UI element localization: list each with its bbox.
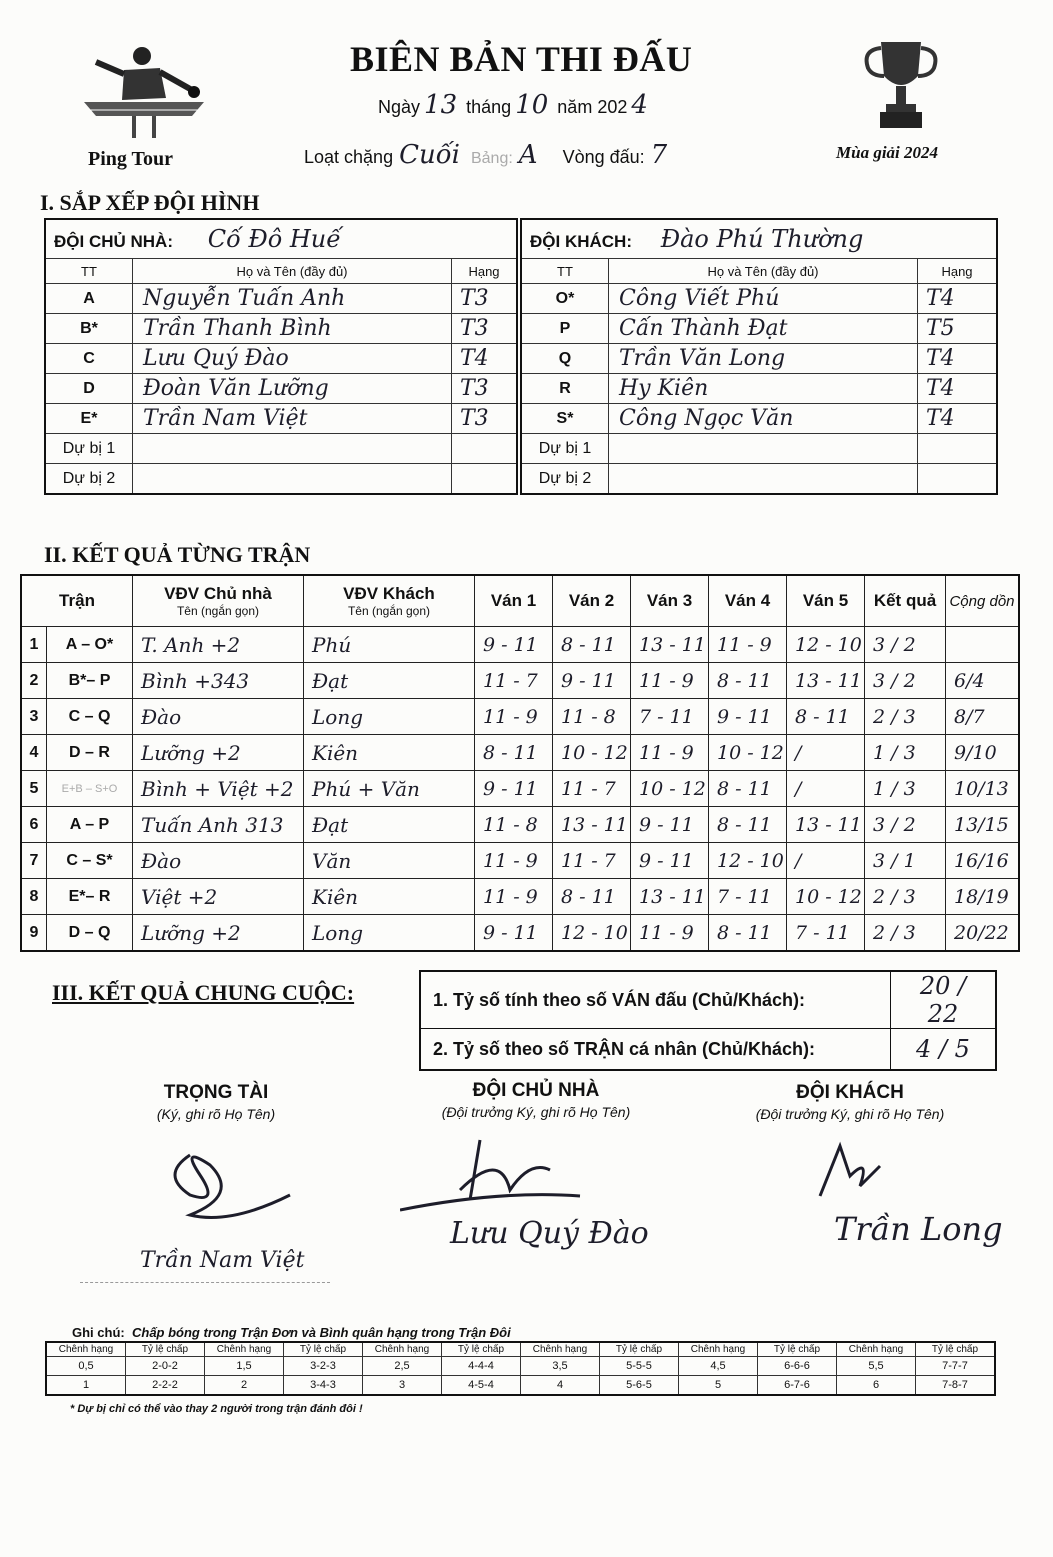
month-label: tháng — [466, 97, 512, 117]
cumulative-score: 13/15 — [946, 807, 1020, 843]
away-player: Kiên — [304, 735, 475, 771]
footnote: * Dự bị chỉ có thể vào thay 2 người trong trận đánh đôi ! — [70, 1403, 363, 1415]
col-result: Kết quả — [865, 575, 946, 627]
referee-sub: (Ký, ghi rõ Họ Tên) — [156, 1106, 276, 1122]
match-number: 1 — [21, 627, 47, 663]
away-team-label: ĐỘI KHÁCH: — [530, 232, 632, 251]
results-header-row — [21, 575, 1019, 627]
game-1-score: 9 - 11 — [475, 771, 553, 807]
away-player-row — [521, 344, 997, 374]
match-number: 6 — [21, 807, 47, 843]
home-lineup-table — [44, 218, 518, 495]
month-value: 10 — [515, 90, 549, 120]
handicap-diff-header: Chênh hạng — [205, 1342, 284, 1357]
game-5-score: 13 - 11 — [787, 663, 865, 699]
handicap-diff: 3 — [363, 1376, 442, 1396]
page-title: BIÊN BẢN THI ĐẤU — [350, 39, 693, 79]
home-player-row — [45, 404, 517, 434]
col-rank: Hạng — [918, 259, 998, 284]
game-5-score: / — [787, 843, 865, 879]
final-score-table — [419, 970, 997, 1071]
match-result: 2 / 3 — [865, 699, 946, 735]
match-pair: C – Q — [47, 699, 133, 735]
match-row — [21, 663, 1019, 699]
home-player-row — [45, 314, 517, 344]
player-rank: T3 — [452, 374, 518, 404]
handicap-ratio: 4-4-4 — [442, 1357, 521, 1376]
player-name — [133, 464, 452, 495]
match-number: 7 — [21, 843, 47, 879]
game-1-score: 11 - 9 — [475, 879, 553, 915]
game-5-score: / — [787, 735, 865, 771]
away-player: Đạt — [304, 807, 475, 843]
player-tt: R — [521, 374, 609, 404]
match-pair: E*– R — [47, 879, 133, 915]
game-1-score: 9 - 11 — [475, 915, 553, 952]
away-player-row — [521, 404, 997, 434]
home-player-row — [45, 344, 517, 374]
away-player: Kiên — [304, 879, 475, 915]
away-player-row — [521, 374, 997, 404]
match-pair: A – O* — [47, 627, 133, 663]
match-row — [21, 735, 1019, 771]
game-2-score: 13 - 11 — [553, 807, 631, 843]
player-rank: T4 — [918, 404, 998, 434]
handicap-diff: 1 — [46, 1376, 126, 1396]
game-4-score: 8 - 11 — [709, 915, 787, 952]
match-number: 3 — [21, 699, 47, 735]
player-rank: T3 — [452, 284, 518, 314]
col-g3: Ván 3 — [631, 575, 709, 627]
player-name: Cấn Thành Đạt — [609, 314, 918, 344]
player-name: Công Viết Phú — [609, 284, 918, 314]
col-away-sub: Tên (ngắn gọn) — [347, 604, 431, 618]
col-g4: Ván 4 — [709, 575, 787, 627]
player-name — [609, 464, 918, 495]
handicap-ratio: 6-7-6 — [758, 1376, 837, 1396]
final-row-games — [420, 971, 996, 1029]
cumulative-score: 18/19 — [946, 879, 1020, 915]
note-text: Chấp bóng trong Trận Đơn và Bình quân hạng trong Trận Đôi — [132, 1325, 511, 1340]
game-2-score: 8 - 11 — [553, 879, 631, 915]
handicap-ratio: 7-8-7 — [916, 1376, 996, 1396]
results-body — [21, 627, 1019, 952]
match-result: 3 / 2 — [865, 663, 946, 699]
handicap-diff: 2,5 — [363, 1357, 442, 1376]
cumulative-score: 16/16 — [946, 843, 1020, 879]
cumulative-score: 8/7 — [946, 699, 1020, 735]
game-4-score: 12 - 10 — [709, 843, 787, 879]
game-5-score: / — [787, 771, 865, 807]
col-home — [133, 575, 304, 627]
game-2-score: 11 - 7 — [553, 843, 631, 879]
handicap-row — [46, 1357, 995, 1376]
col-g2: Ván 2 — [553, 575, 631, 627]
match-row — [21, 807, 1019, 843]
player-rank: T4 — [452, 344, 518, 374]
handicap-diff: 0,5 — [46, 1357, 126, 1376]
game-1-score: 9 - 11 — [475, 627, 553, 663]
player-tt: C — [45, 344, 133, 374]
final-games-value: 20 / 22 — [891, 971, 997, 1029]
player-rank — [452, 464, 518, 495]
day-value: 13 — [424, 90, 458, 120]
player-name: Lưu Quý Đào — [133, 344, 452, 374]
handicap-row — [46, 1376, 995, 1396]
match-row — [21, 879, 1019, 915]
away-team-name: Đào Phú Thường — [660, 225, 864, 253]
final-games-label: 1. Tỷ số tính theo số VÁN đấu (Chủ/Khách): — [420, 971, 891, 1029]
handicap-ratio: 2-0-2 — [126, 1357, 205, 1376]
col-name: Họ và Tên (đầy đủ) — [133, 259, 452, 284]
handicap-ratio: 2-2-2 — [126, 1376, 205, 1396]
game-3-score: 11 - 9 — [631, 915, 709, 952]
player-tt: Q — [521, 344, 609, 374]
home-player-row — [45, 284, 517, 314]
game-5-score: 13 - 11 — [787, 807, 865, 843]
player-name: Công Ngọc Văn — [609, 404, 918, 434]
away-sub-row — [521, 434, 997, 464]
game-3-score: 10 - 12 — [631, 771, 709, 807]
away-lineup-table — [520, 218, 998, 495]
player-rank — [452, 434, 518, 464]
match-pair: B*– P — [47, 663, 133, 699]
year-suffix: 4 — [631, 90, 648, 120]
home-signature — [400, 1130, 600, 1225]
player-name: Trần Văn Long — [609, 344, 918, 374]
match-number: 2 — [21, 663, 47, 699]
game-3-score: 11 - 9 — [631, 663, 709, 699]
handicap-diff: 1,5 — [205, 1357, 284, 1376]
away-sign-title: ĐỘI KHÁCH — [796, 1082, 904, 1103]
away-player: Long — [304, 915, 475, 952]
match-row — [21, 843, 1019, 879]
handicap-ratio-header: Tỷ lệ chấp — [284, 1342, 363, 1357]
player-tt: Dự bị 1 — [45, 434, 133, 464]
referee-title: TRỌNG TÀI — [163, 1082, 269, 1103]
col-name: Họ và Tên (đầy đủ) — [609, 259, 918, 284]
match-number: 4 — [21, 735, 47, 771]
away-player: Đạt — [304, 663, 475, 699]
player-name — [133, 434, 452, 464]
game-3-score: 9 - 11 — [631, 807, 709, 843]
away-team-row — [521, 219, 997, 259]
col-home-sub: Tên (ngắn gọn) — [176, 604, 260, 618]
col-g5: Ván 5 — [787, 575, 865, 627]
game-3-score: 13 - 11 — [631, 879, 709, 915]
match-pair: C – S* — [47, 843, 133, 879]
col-match: Trận — [21, 575, 133, 627]
player-name: Trần Nam Việt — [133, 404, 452, 434]
handicap-diff-header: Chênh hạng — [837, 1342, 916, 1357]
date-line — [378, 90, 652, 120]
handicap-diff: 4 — [521, 1376, 600, 1396]
handicap-diff: 3,5 — [521, 1357, 600, 1376]
handicap-ratio-header: Tỷ lệ chấp — [126, 1342, 205, 1357]
player-rank: T4 — [918, 284, 998, 314]
away-player: Long — [304, 699, 475, 735]
col-home-label: VĐV Chủ nhà — [164, 584, 272, 603]
game-3-score: 11 - 9 — [631, 735, 709, 771]
player-rank: T4 — [918, 374, 998, 404]
home-player: Lưỡng +2 — [133, 735, 304, 771]
handicap-diff: 2 — [205, 1376, 284, 1396]
match-result: 3 / 2 — [865, 807, 946, 843]
match-row — [21, 699, 1019, 735]
col-away — [304, 575, 475, 627]
game-1-score: 11 - 7 — [475, 663, 553, 699]
home-player: Lưỡng +2 — [133, 915, 304, 952]
player-name — [609, 434, 918, 464]
player-tt: A — [45, 284, 133, 314]
away-sign-sub: (Đội trưởng Ký, ghi rõ Họ Tên) — [755, 1106, 945, 1122]
handicap-ratio-header: Tỷ lệ chấp — [600, 1342, 679, 1357]
home-player: Việt +2 — [133, 879, 304, 915]
player-name: Nguyễn Tuấn Anh — [133, 284, 452, 314]
cumulative-score — [946, 627, 1020, 663]
final-section-title: III. KẾT QUẢ CHUNG CUỘC: — [52, 980, 355, 1005]
game-2-score: 9 - 11 — [553, 663, 631, 699]
match-result: 2 / 3 — [865, 915, 946, 952]
handicap-ratio: 6-6-6 — [758, 1357, 837, 1376]
handicap-diff-header: Chênh hạng — [363, 1342, 442, 1357]
match-pair: D – R — [47, 735, 133, 771]
round-label: Vòng đấu: — [562, 147, 645, 167]
player-tt: Dự bị 2 — [45, 464, 133, 495]
home-player: Đào — [133, 843, 304, 879]
player-tt: P — [521, 314, 609, 344]
home-sign-title: ĐỘI CHỦ NHÀ — [472, 1080, 600, 1101]
away-sub-row — [521, 464, 997, 495]
col-cumulative: Cộng dồn — [946, 575, 1020, 627]
game-2-score: 12 - 10 — [553, 915, 631, 952]
referee-name: Trần Nam Việt — [140, 1248, 305, 1273]
game-5-score: 12 - 10 — [787, 627, 865, 663]
game-3-score: 7 - 11 — [631, 699, 709, 735]
player-name: Trần Thanh Bình — [133, 314, 452, 344]
player-tt: O* — [521, 284, 609, 314]
handicap-ratio-header: Tỷ lệ chấp — [442, 1342, 521, 1357]
group-label: Bảng: — [470, 150, 513, 167]
results-table — [20, 574, 1020, 952]
col-rank: Hạng — [452, 259, 518, 284]
day-label: Ngày — [378, 97, 421, 117]
home-player: Đào — [133, 699, 304, 735]
match-result: 1 / 3 — [865, 735, 946, 771]
player-rank: T3 — [452, 404, 518, 434]
match-number: 8 — [21, 879, 47, 915]
game-1-score: 11 - 9 — [475, 843, 553, 879]
handicap-diff: 4,5 — [679, 1357, 758, 1376]
player-name: Đoàn Văn Lưỡng — [133, 374, 452, 404]
player-tt: D — [45, 374, 133, 404]
brand-name: Ping Tour — [88, 148, 174, 170]
game-2-score: 10 - 12 — [553, 735, 631, 771]
game-5-score: 10 - 12 — [787, 879, 865, 915]
handicap-ratio: 7-7-7 — [916, 1357, 996, 1376]
away-signature — [810, 1136, 890, 1221]
match-result: 3 / 1 — [865, 843, 946, 879]
handicap-diff: 5,5 — [837, 1357, 916, 1376]
cumulative-score: 10/13 — [946, 771, 1020, 807]
handicap-diff: 6 — [837, 1376, 916, 1396]
game-2-score: 8 - 11 — [553, 627, 631, 663]
game-4-score: 7 - 11 — [709, 879, 787, 915]
col-away-label: VĐV Khách — [343, 584, 435, 603]
round-value: 7 — [650, 140, 668, 170]
results-section-title: II. KẾT QUẢ TỪNG TRẬN — [44, 542, 311, 567]
handicap-ratio: 3-2-3 — [284, 1357, 363, 1376]
game-4-score: 8 - 11 — [709, 771, 787, 807]
handicap-diff-header: Chênh hạng — [521, 1342, 600, 1357]
handicap-ratio: 4-5-4 — [442, 1376, 521, 1396]
home-team-row — [45, 219, 517, 259]
cumulative-score: 9/10 — [946, 735, 1020, 771]
home-player: T. Anh +2 — [133, 627, 304, 663]
player-rank — [918, 464, 998, 495]
stage-label: Loạt chặng — [304, 147, 394, 167]
game-3-score: 13 - 11 — [631, 627, 709, 663]
game-4-score: 8 - 11 — [709, 663, 787, 699]
away-captain-name: Trần Long — [834, 1210, 1003, 1248]
final-matches-value: 4 / 5 — [891, 1029, 997, 1071]
home-sub-row — [45, 464, 517, 495]
game-5-score: 8 - 11 — [787, 699, 865, 735]
handicap-ratio: 5-6-5 — [600, 1376, 679, 1396]
away-player-row — [521, 314, 997, 344]
home-sign-sub: (Đội trưởng Ký, ghi rõ Họ Tên) — [441, 1104, 631, 1120]
player-rank: T5 — [918, 314, 998, 344]
game-2-score: 11 - 7 — [553, 771, 631, 807]
player-rank: T3 — [452, 314, 518, 344]
referee-signature — [150, 1135, 310, 1250]
match-result: 1 / 3 — [865, 771, 946, 807]
group-value: A — [518, 140, 538, 170]
away-player-row — [521, 284, 997, 314]
match-number: 5 — [21, 771, 47, 807]
game-4-score: 8 - 11 — [709, 807, 787, 843]
away-player: Phú — [304, 627, 475, 663]
game-4-score: 11 - 9 — [709, 627, 787, 663]
handicap-diff-header: Chênh hạng — [679, 1342, 758, 1357]
player-tt: B* — [45, 314, 133, 344]
match-row — [21, 627, 1019, 663]
handicap-ratio-header: Tỷ lệ chấp — [916, 1342, 996, 1357]
final-matches-label: 2. Tỷ số theo số TRẬN cá nhân (Chủ/Khách): — [420, 1029, 891, 1071]
game-1-score: 11 - 8 — [475, 807, 553, 843]
note-label: Ghi chú: — [72, 1325, 125, 1340]
game-4-score: 10 - 12 — [709, 735, 787, 771]
home-player: Bình + Việt +2 — [133, 771, 304, 807]
handicap-diff: 5 — [679, 1376, 758, 1396]
player-rank — [918, 434, 998, 464]
home-sub-row — [45, 434, 517, 464]
home-player-row — [45, 374, 517, 404]
game-4-score: 9 - 11 — [709, 699, 787, 735]
home-player: Tuấn Anh 313 — [133, 807, 304, 843]
game-3-score: 9 - 11 — [631, 843, 709, 879]
player-tt: Dự bị 2 — [521, 464, 609, 495]
final-row-matches — [420, 1029, 996, 1071]
match-pair: E+B – S+O — [47, 771, 133, 807]
match-row — [21, 771, 1019, 807]
match-number: 9 — [21, 915, 47, 952]
game-2-score: 11 - 8 — [553, 699, 631, 735]
match-pair: A – P — [47, 807, 133, 843]
stage-value: Cuối — [399, 140, 460, 170]
match-row — [21, 915, 1019, 952]
player-name: Hy Kiên — [609, 374, 918, 404]
game-1-score: 8 - 11 — [475, 735, 553, 771]
handicap-ratio: 5-5-5 — [600, 1357, 679, 1376]
season-label: Mùa giải 2024 — [836, 143, 939, 162]
cumulative-score: 20/22 — [946, 915, 1020, 952]
game-1-score: 11 - 9 — [475, 699, 553, 735]
home-team-name: Cố Đô Huế — [207, 225, 342, 253]
home-captain-name: Lưu Quý Đào — [450, 1216, 649, 1251]
home-team-label: ĐỘI CHỦ NHÀ: — [54, 232, 173, 251]
handicap-ratio: 3-4-3 — [284, 1376, 363, 1396]
match-result: 2 / 3 — [865, 879, 946, 915]
match-pair: D – Q — [47, 915, 133, 952]
handicap-diff-header: Chênh hạng — [46, 1342, 126, 1357]
match-result: 3 / 2 — [865, 627, 946, 663]
ping-tour-logo — [74, 40, 214, 145]
home-player: Bình +343 — [133, 663, 304, 699]
game-5-score: 7 - 11 — [787, 915, 865, 952]
handicap-table — [45, 1341, 996, 1396]
player-tt: S* — [521, 404, 609, 434]
player-tt: E* — [45, 404, 133, 434]
handicap-header-row — [46, 1342, 995, 1357]
lineup-section-title: I. SẮP XẾP ĐỘI HÌNH — [40, 190, 260, 215]
trophy-icon — [856, 34, 946, 134]
away-player: Văn — [304, 843, 475, 879]
player-rank: T4 — [918, 344, 998, 374]
col-g1: Ván 1 — [475, 575, 553, 627]
col-tt: TT — [45, 259, 133, 284]
referee-sign-line — [80, 1282, 330, 1283]
round-line — [304, 140, 673, 170]
away-player: Phú + Văn — [304, 771, 475, 807]
player-tt: Dự bị 1 — [521, 434, 609, 464]
col-tt: TT — [521, 259, 609, 284]
cumulative-score: 6/4 — [946, 663, 1020, 699]
year-label: năm 202 — [557, 97, 628, 117]
handicap-ratio-header: Tỷ lệ chấp — [758, 1342, 837, 1357]
